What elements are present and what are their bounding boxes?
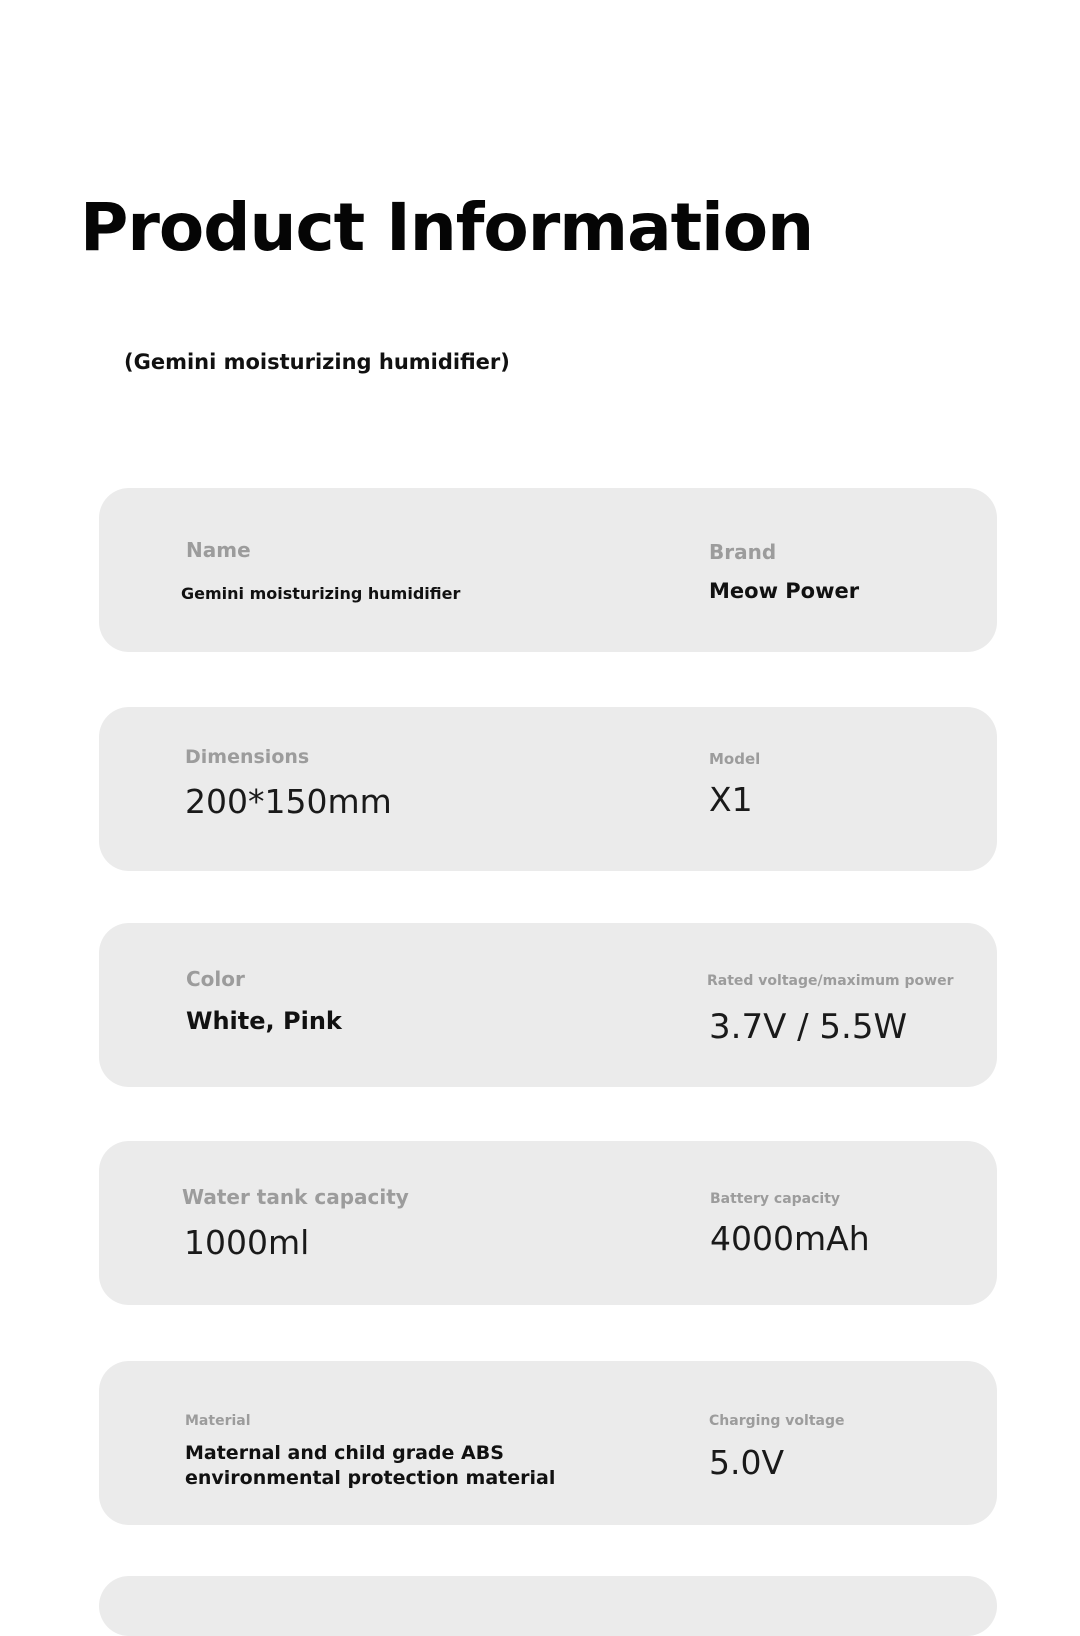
spec-color (186, 967, 245, 991)
spec-name-value: Gemini moisturizing humidifier (181, 584, 461, 603)
spec-dimensions-value: 200*150mm (185, 782, 392, 821)
spec-material-value-line1: Maternal and child grade ABS (185, 1442, 504, 1464)
spec-brand-label: Brand (709, 540, 777, 564)
spec-material-label: Material (185, 1413, 251, 1429)
spec-brand-value: Meow Power (709, 579, 860, 603)
spec-power-value: 3.7V / 5.5W (709, 1007, 908, 1047)
spec-water-tank (182, 1185, 409, 1209)
spec-model-label: Model (709, 750, 761, 768)
spec-name (186, 538, 251, 562)
spec-brand (709, 540, 776, 564)
spec-model-value-wrap (709, 780, 753, 819)
spec-charging (709, 1413, 844, 1429)
spec-card-dimensions-model (99, 707, 997, 871)
spec-charging-value-wrap (709, 1443, 784, 1482)
spec-water-tank-label: Water tank capacity (182, 1185, 409, 1209)
spec-dimensions (185, 746, 309, 768)
spec-charging-value: 5.0V (709, 1443, 785, 1482)
spec-name-label: Name (186, 538, 251, 562)
spec-card-color-power (99, 923, 997, 1087)
spec-battery-label: Battery capacity (710, 1191, 841, 1207)
spec-material-value-wrap (185, 1441, 555, 1491)
spec-color-label: Color (186, 967, 245, 991)
spec-power-label: Rated voltage/maximum power (707, 973, 954, 989)
spec-name-value-wrap (181, 584, 460, 603)
spec-model-value: X1 (709, 780, 753, 819)
spec-water-tank-value: 1000ml (184, 1223, 310, 1262)
spec-card-water-battery (99, 1141, 997, 1305)
spec-card-name-brand (99, 488, 997, 652)
spec-battery-value: 4000mAh (710, 1219, 870, 1258)
spec-color-value: White, Pink (186, 1007, 342, 1035)
spec-power (707, 973, 953, 989)
spec-color-value-wrap (186, 1007, 342, 1035)
spec-power-value-wrap (709, 1007, 907, 1047)
spec-material (185, 1413, 251, 1429)
page-subtitle: (Gemini moisturizing humidifier) (124, 350, 510, 374)
spec-dimensions-value-wrap (185, 782, 392, 821)
page-title: Product Information (80, 189, 814, 266)
spec-battery (710, 1191, 840, 1207)
spec-battery-value-wrap (710, 1219, 870, 1258)
spec-dimensions-label: Dimensions (185, 746, 310, 768)
spec-water-tank-value-wrap (184, 1223, 309, 1262)
spec-charging-label: Charging voltage (709, 1413, 845, 1429)
spec-card-partial (99, 1576, 997, 1636)
spec-card-material-charging (99, 1361, 997, 1525)
spec-material-value-line2: environmental protection material (185, 1467, 556, 1489)
spec-brand-value-wrap (709, 579, 859, 603)
spec-model (709, 750, 760, 768)
